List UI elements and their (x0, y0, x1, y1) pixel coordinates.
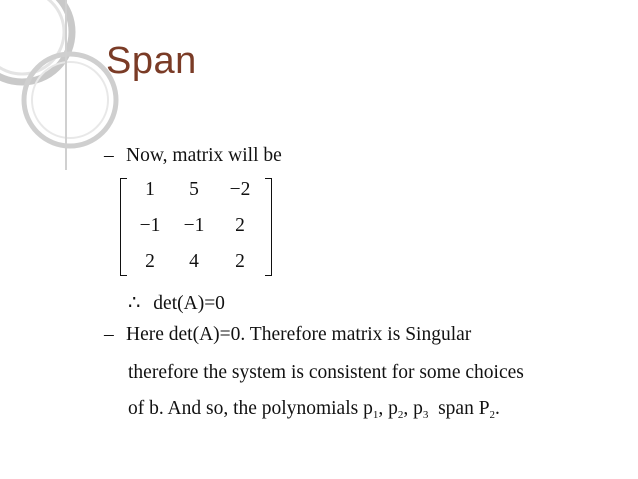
polynomials-text: , p (378, 398, 398, 419)
dash-bullet: – (104, 324, 114, 345)
subscript: 2 (397, 409, 404, 421)
polynomials-line (128, 398, 500, 421)
dash-bullet: – (104, 145, 114, 166)
polynomials-text: . (495, 398, 500, 419)
determinant-line (128, 291, 225, 315)
matrix-cell: 4 (189, 251, 199, 272)
matrix-cell: −1 (183, 215, 205, 236)
polynomials-text: , p (403, 398, 423, 419)
continuation-line: therefore the system is consistent for some choices (128, 362, 524, 383)
bullet-text: Now, matrix will be (126, 145, 282, 166)
matrix-cell: −1 (139, 215, 161, 236)
matrix-left-bracket (120, 178, 127, 276)
bullet-text: Here det(A)=0. Therefore matrix is Singular (126, 324, 472, 345)
polynomials-text: span P (428, 398, 490, 419)
polynomials-text: of b. And so, the polynomials p (128, 398, 373, 419)
slide-title: Span (106, 40, 197, 82)
matrix-cell: 2 (235, 215, 245, 236)
matrix-cell: 5 (189, 179, 199, 200)
det-text: det(A)=0 (153, 293, 225, 314)
subscript: 1 (372, 409, 379, 421)
therefore-symbol: ∴ (128, 293, 141, 314)
matrix-cell: −2 (229, 179, 251, 200)
matrix-cell: 2 (235, 251, 245, 272)
bullet-here-det (104, 324, 471, 346)
matrix (120, 175, 272, 279)
subscript: 2 (489, 409, 496, 421)
matrix-right-bracket (265, 178, 272, 276)
bullet-now-matrix (104, 145, 282, 167)
matrix-cell: 2 (145, 251, 155, 272)
matrix-cell: 1 (145, 179, 155, 200)
subscript: 3 (422, 409, 429, 421)
